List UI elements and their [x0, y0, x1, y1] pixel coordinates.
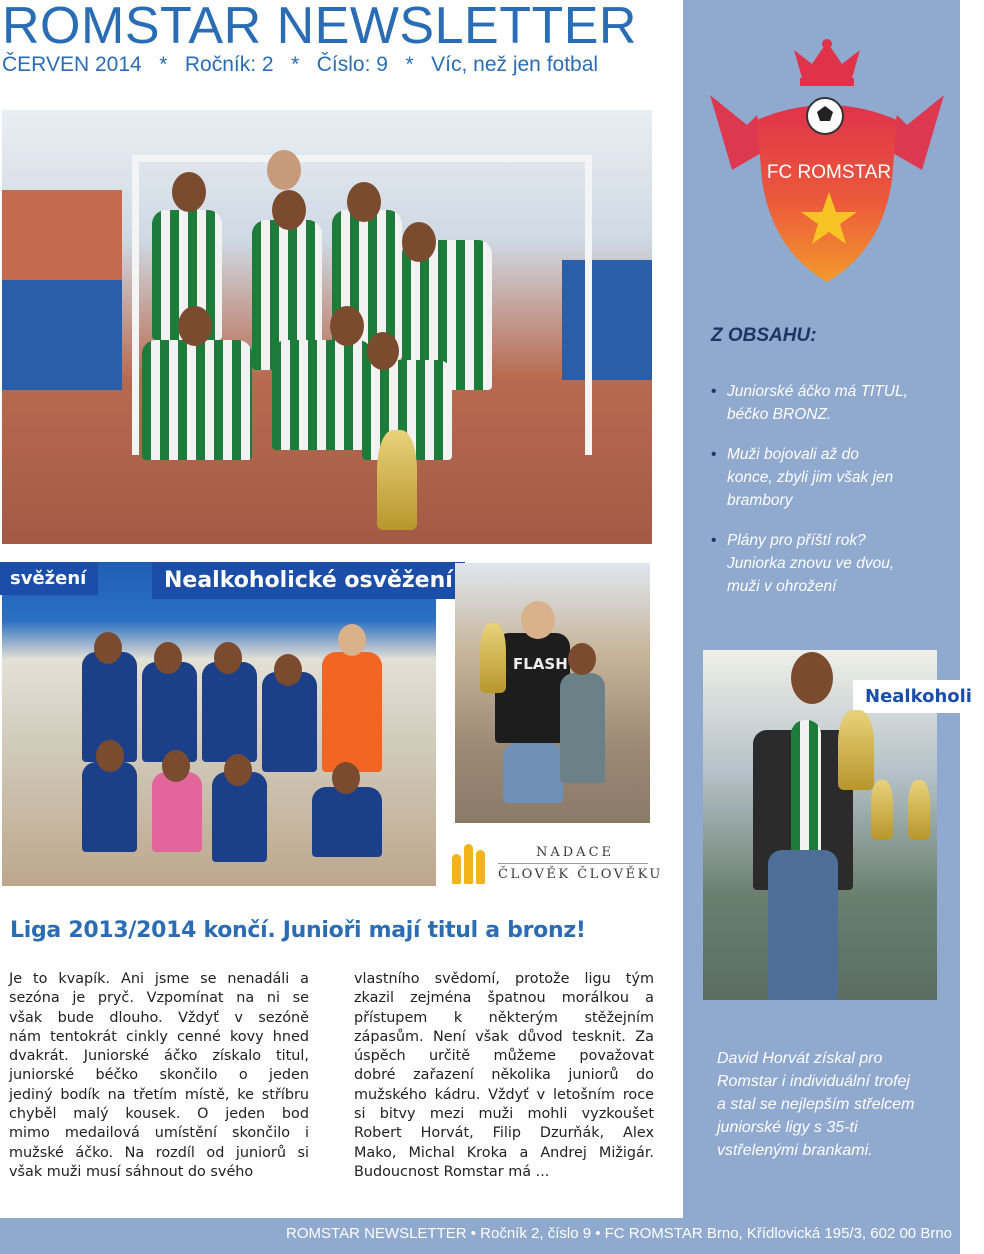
shirt-text: FLASH — [513, 655, 568, 673]
caption-line: a stal se nejlepším střelcem — [717, 1096, 915, 1113]
toc-item-line: • Muži bojovali až do — [727, 446, 859, 463]
article-headline: Liga 2013/2014 končí. Junioři mají titul a bronz! — [10, 918, 586, 943]
trophy-icon — [871, 780, 893, 840]
sponsor-line2: ČLOVĚK ČLOVĚKU — [498, 867, 663, 882]
player-photo — [703, 650, 972, 1000]
goalkeeper — [322, 652, 382, 772]
toc-item-line: • Juniorské áčko má TITUL, — [727, 383, 908, 400]
logo-text: FC ROMSTAR — [766, 162, 892, 183]
player-head — [224, 754, 252, 786]
trophy-icon — [908, 780, 930, 840]
trophy-icon — [377, 430, 417, 530]
trophy-icon — [838, 710, 874, 790]
sponsor-banner: Nealkoholi — [853, 680, 984, 713]
caption-line: vstřelenými brankami. — [717, 1142, 873, 1159]
article-line: zápasům. Není však důvod tesknit. Za — [354, 1028, 654, 1045]
junior-team-photo — [2, 562, 453, 886]
article-line: přístupem k některým stěžejním — [354, 1009, 654, 1026]
toc-item-line: muži v ohrožení — [727, 578, 837, 595]
article-line: úspěch určitě můžeme považovat — [354, 1048, 654, 1065]
player-head — [94, 632, 122, 664]
team-photo — [2, 110, 652, 544]
stand-wall — [2, 280, 122, 390]
player-head — [332, 762, 360, 794]
player-head — [274, 654, 302, 686]
toc-item-line: béčko BRONZ. — [727, 406, 832, 423]
photo-caption — [717, 1047, 942, 1162]
player-head — [338, 624, 366, 656]
trophy-duo-photo — [455, 563, 650, 823]
player-head — [330, 306, 364, 346]
trophy-icon — [480, 623, 506, 693]
footer-bar — [0, 1218, 960, 1254]
player — [142, 340, 252, 460]
toc-item — [711, 443, 941, 512]
article-line: sezóna je pryč. Vzpomínat na ni se — [9, 990, 309, 1007]
article-line: Je to kvapík. Ani jsme se nenadáli a — [9, 971, 309, 987]
article-line: Robert Horvát, Filip Dzurňák, Alex — [354, 1125, 654, 1142]
player-head — [272, 190, 306, 230]
article-line: si bitvy mezi muži mohli vyzkoušet — [354, 1106, 654, 1123]
player-head — [154, 642, 182, 674]
sponsor-banner: Nealkoholické osvěžení — [152, 562, 465, 599]
jeans — [503, 743, 563, 803]
newsletter-title: ROMSTAR NEWSLETTER — [2, 0, 637, 55]
article-line: chyběl malý kousek. O jeden bod — [9, 1106, 309, 1123]
toc-item-line: Juniorka znovu ve dvou, — [727, 555, 895, 572]
caption-line: juniorské ligy s 35-ti — [717, 1119, 858, 1136]
article-line: dobré zařazení několika juniorů do — [354, 1067, 654, 1084]
article-line: vlastního svědomí, protože ligu tým — [354, 971, 654, 987]
footer-text: ROMSTAR NEWSLETTER • Ročník 2, číslo 9 • FC ROMSTAR Brno, Křídlovická 195/3, 602 00 Brno — [286, 1225, 952, 1242]
people-icon — [452, 844, 486, 884]
player-head — [347, 182, 381, 222]
article-line: mužského kádru. Vždyť v letošním roce — [354, 1086, 654, 1103]
player-head — [402, 222, 436, 262]
caption-line: David Horvát získal pro — [717, 1050, 883, 1067]
player — [312, 787, 382, 857]
player-head — [568, 643, 596, 675]
article-line: Mako, Michal Kroka a Andrej Mižigár. — [354, 1144, 654, 1161]
jeans — [768, 850, 838, 1000]
player-head — [178, 306, 212, 346]
player — [495, 633, 570, 743]
article-line: Budoucnost Romstar má ... — [354, 1163, 550, 1180]
player — [82, 762, 137, 852]
player — [262, 672, 317, 772]
article-line: mimo medailová umístění skončilo i — [9, 1125, 309, 1142]
article-line: jediný bodík na třetím místě, ke stříbru — [9, 1086, 309, 1103]
player — [142, 662, 197, 762]
caption-line: Romstar i individuální trofej — [717, 1073, 910, 1090]
sponsor-logo — [452, 838, 663, 888]
player — [152, 772, 202, 852]
player — [202, 662, 257, 762]
player-head — [521, 601, 555, 639]
player-head — [162, 750, 190, 782]
sponsor-divider — [498, 863, 648, 864]
article-line: mužské áčko. Na rozdíl od juniorů si — [9, 1144, 309, 1161]
toc-heading: Z OBSAHU: — [711, 325, 817, 346]
toc-item-line: brambory — [727, 492, 793, 509]
article-line: však muži musí sáhnout do svého — [9, 1163, 254, 1180]
player — [272, 340, 372, 450]
toc-item — [711, 529, 941, 598]
toc-item — [711, 380, 941, 426]
player-head — [214, 642, 242, 674]
toc-item-line: • Plány pro příští rok? — [727, 532, 866, 549]
article-column-left — [9, 970, 309, 1182]
player — [560, 673, 605, 783]
article-line: zkazil zejména špatnou morálkou a — [354, 990, 654, 1007]
sponsor-line1: NADACE — [536, 845, 615, 860]
article-column-right — [354, 970, 654, 1182]
fc-romstar-logo — [702, 20, 952, 290]
player-head — [791, 652, 833, 704]
article-line: dvakrát. Juniorské áčko získalo titul, — [9, 1048, 309, 1065]
player-head — [96, 740, 124, 772]
article-line: juniorské béčko skončilo o jeden — [9, 1067, 309, 1084]
toc-item-line: konce, zbyli jim však jen — [727, 469, 894, 486]
player-head — [367, 332, 399, 370]
issue-line: ČERVEN 2014 * Ročník: 2 * Číslo: 9 * Víc, než jen fotbal — [2, 53, 599, 76]
toc-list — [711, 380, 941, 615]
article-line: však bude dlouho. Vždyť v sezóně — [9, 1009, 309, 1026]
coach-head — [267, 150, 301, 190]
sponsor-banner: svěžení — [0, 562, 98, 595]
article-line: nám tentokrát cinkly cenné kovy hned — [9, 1028, 309, 1045]
player-head — [172, 172, 206, 212]
